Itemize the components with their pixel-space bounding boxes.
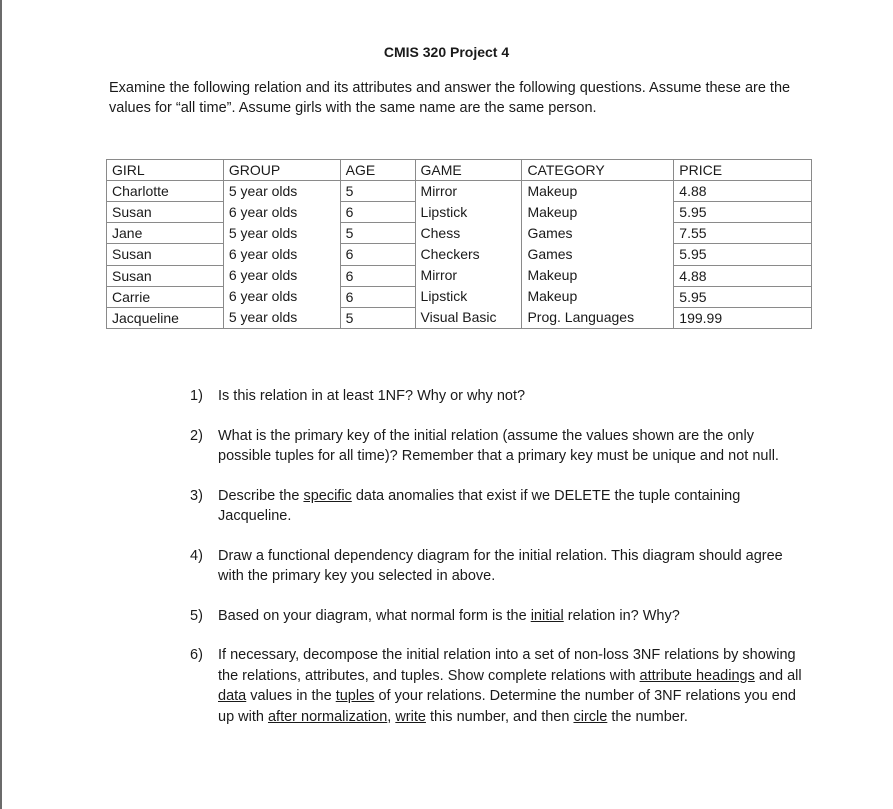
question-3: [190, 486, 810, 527]
group-column: [223, 181, 340, 329]
cell-group: 6 year olds: [228, 288, 298, 304]
category-column: [522, 181, 674, 329]
question-text: Is this relation in at least 1NF? Why or why not?: [218, 388, 526, 404]
cell-age: 5: [340, 181, 415, 202]
cell-game: Visual Basic: [420, 309, 497, 325]
header-girl: GIRL: [107, 160, 224, 181]
header-price: PRICE: [674, 160, 812, 181]
text-run: Based on your diagram, what normal form is the: [218, 607, 531, 624]
game-column: [415, 181, 522, 329]
cell-category: Games: [527, 225, 573, 241]
cell-game: Checkers: [420, 246, 480, 262]
header-group: GROUP: [223, 160, 340, 181]
intro-paragraph: Examine the following relation and its attributes and answer the following questions. Assume these are the values for “all time”. Assume girls with the same name are the same person.: [109, 80, 791, 116]
cell-girl: Jane: [107, 223, 224, 244]
cell-category: Makeup: [527, 267, 578, 283]
cell-girl: Charlotte: [107, 181, 224, 202]
question-1: [190, 386, 810, 407]
cell-girl: Susan: [107, 265, 224, 286]
question-list: [190, 386, 810, 746]
text-run: Describe the: [218, 487, 304, 504]
cell-category: Games: [527, 246, 573, 262]
cell-group: 6 year olds: [228, 267, 298, 283]
cell-girl: Carrie: [107, 286, 224, 307]
question-4: [190, 546, 810, 587]
cell-category: Makeup: [527, 183, 578, 199]
question-2: [190, 426, 810, 467]
text-run: the number.: [607, 708, 688, 725]
cell-game: Mirror: [420, 183, 458, 199]
question-6: [190, 645, 810, 727]
question-number: 6): [190, 647, 203, 663]
header-age: AGE: [340, 160, 415, 181]
question-text: [218, 606, 810, 627]
question-number: 4): [190, 547, 203, 564]
text-run: values in the: [246, 688, 336, 704]
cell-price: 7.55: [674, 223, 812, 244]
cell-price: 5.95: [674, 202, 812, 223]
cell-age: 6: [340, 244, 415, 265]
underlined-word: data: [218, 688, 247, 704]
cell-group: 5 year olds: [228, 225, 298, 241]
question-number: 3): [190, 487, 203, 504]
cell-category: Makeup: [527, 204, 578, 220]
cell-group: 5 year olds: [228, 183, 298, 199]
underlined-word: specific: [303, 487, 352, 504]
cell-age: 5: [340, 307, 415, 328]
question-5: [190, 606, 810, 627]
text-run: If necessary, decompose the initial relation into a set of non-loss 3NF relations by showing the relations, attributes, and tuples. Show complete relations with: [218, 647, 796, 684]
header-game: GAME: [415, 160, 522, 181]
underlined-word: write: [395, 708, 426, 725]
cell-category: Prog. Languages: [527, 309, 635, 325]
text-run: relation in? Why?: [563, 607, 680, 624]
text-run: data anomalies that exist if we DELETE the tuple containing Jacqueline.: [218, 487, 741, 524]
cell-age: 6: [340, 202, 415, 223]
cell-age: 6: [340, 286, 415, 307]
cell-age: 5: [340, 223, 415, 244]
cell-price: 199.99: [674, 307, 812, 328]
cell-group: 6 year olds: [228, 204, 298, 220]
underlined-word: tuples: [335, 688, 375, 704]
cell-group: 6 year olds: [228, 246, 298, 262]
cell-girl: Jacqueline: [107, 307, 224, 328]
cell-price: 4.88: [674, 181, 812, 202]
text-run: of your relations. Determine the number of 3NF relations you end up with: [218, 688, 796, 725]
cell-game: Lipstick: [420, 204, 468, 220]
question-number: 2): [190, 427, 203, 444]
relation-table: [106, 159, 812, 329]
question-text: [218, 645, 810, 727]
question-text: Draw a functional dependency diagram for the initial relation. This diagram should agree with the primary key you selected in above.: [218, 547, 783, 584]
page-left-border: [0, 0, 2, 809]
text-run: ,: [387, 708, 396, 725]
text-run: this number, and then: [425, 708, 574, 725]
underlined-word: initial: [530, 607, 564, 624]
question-text: What is the primary key of the initial relation (assume the values shown are the only possible tuples for all time)? Remember that a primary key must be unique and not null.: [218, 427, 779, 464]
cell-price: 4.88: [674, 265, 812, 286]
text-run: and all: [754, 667, 802, 684]
underlined-word: after normalization: [267, 708, 388, 725]
cell-game: Chess: [420, 225, 461, 241]
cell-girl: Susan: [107, 244, 224, 265]
cell-girl: Susan: [107, 202, 224, 223]
cell-game: Mirror: [420, 267, 458, 283]
cell-game: Lipstick: [420, 288, 468, 304]
table-header-row: [107, 160, 812, 181]
document-title: CMIS 320 Project 4: [383, 44, 510, 60]
underlined-word: circle: [573, 708, 608, 725]
cell-price: 5.95: [674, 244, 812, 265]
underlined-word: attribute headings: [639, 667, 755, 684]
cell-age: 6: [340, 265, 415, 286]
question-text: [218, 486, 810, 527]
question-number: 1): [190, 388, 203, 404]
cell-group: 5 year olds: [228, 309, 298, 325]
header-category: CATEGORY: [522, 160, 674, 181]
cell-price: 5.95: [674, 286, 812, 307]
question-number: 5): [190, 607, 203, 624]
cell-category: Makeup: [527, 288, 578, 304]
